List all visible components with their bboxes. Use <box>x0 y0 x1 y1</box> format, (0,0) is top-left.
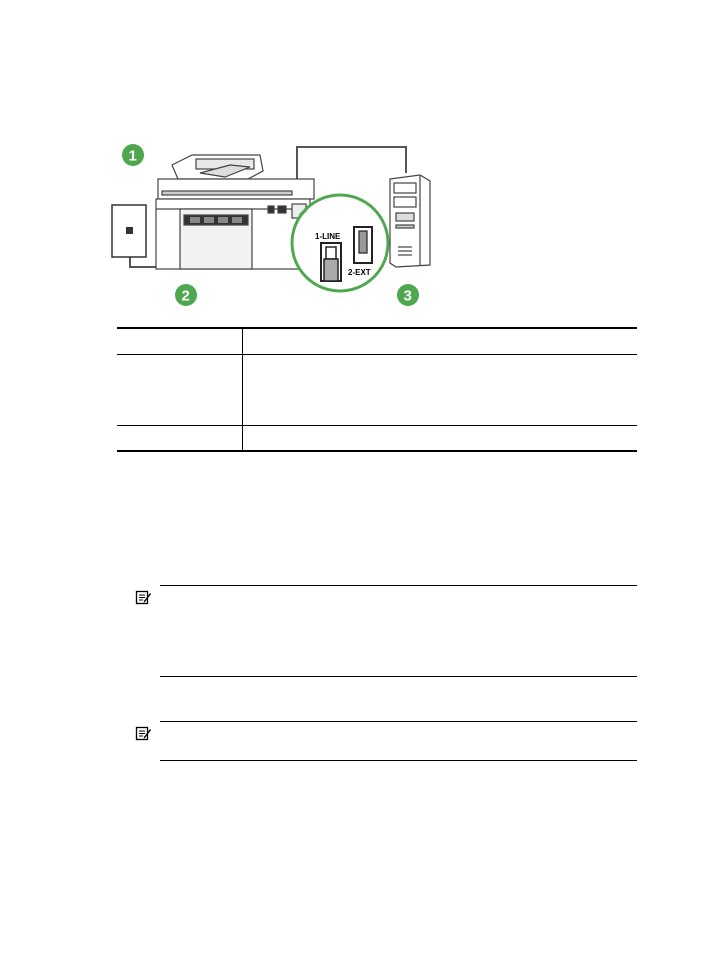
port-label-ext: 2-EXT <box>348 268 371 277</box>
callout-2-label: 2 <box>181 287 190 305</box>
note-top-rule <box>160 721 637 722</box>
table-bottom-rule <box>117 450 637 452</box>
note-block-1 <box>135 585 637 680</box>
note-top-rule <box>160 585 637 586</box>
computer-tower-icon <box>390 175 430 267</box>
table-top-rule <box>117 327 637 329</box>
wall-jack-icon <box>112 205 146 257</box>
note-block-2 <box>135 721 637 763</box>
table-header-rule <box>117 354 637 355</box>
port-label-line: 1-LINE <box>315 232 341 241</box>
note-bottom-rule <box>160 760 637 761</box>
note-bottom-rule <box>160 676 637 677</box>
callout-3 <box>397 284 419 306</box>
callout-3-label: 3 <box>403 287 412 305</box>
callout-1 <box>122 144 144 166</box>
printer-icon <box>156 155 314 269</box>
port-magnifier-icon <box>292 195 388 291</box>
connection-diagram <box>100 135 450 313</box>
callout-2 <box>175 284 197 306</box>
table-column-divider <box>242 329 243 450</box>
table-row-rule <box>117 425 637 426</box>
note-icon <box>135 725 151 741</box>
note-icon <box>135 589 151 605</box>
callout-1-label: 1 <box>128 147 137 165</box>
